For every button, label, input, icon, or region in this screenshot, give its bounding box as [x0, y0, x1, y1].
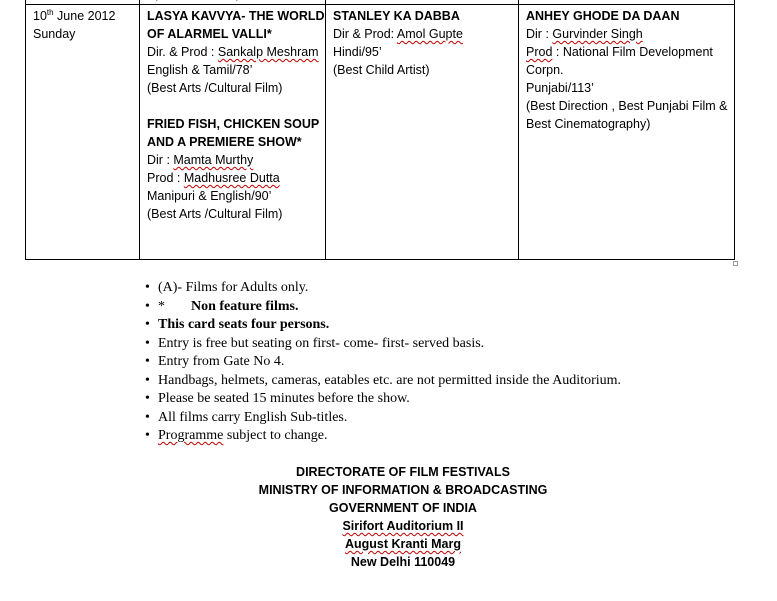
bullet-icon: •	[145, 280, 150, 295]
credit-name: Mamta Murthy	[173, 153, 254, 167]
note-text: Programme	[158, 428, 224, 443]
film-producer	[147, 169, 331, 187]
note-item	[145, 427, 621, 446]
bullet-icon: •	[145, 317, 150, 332]
screening-date	[33, 7, 138, 25]
film-cell-3	[333, 7, 517, 79]
bullet-icon: •	[145, 409, 150, 425]
credit-name: : National Film Development Corpn.	[526, 45, 713, 77]
credit-name: Madhusree Dutta	[183, 171, 280, 185]
note-text: Entry is free but seating on first- come- first- served basis.	[158, 335, 485, 351]
bullet-icon: •	[145, 335, 150, 351]
note-text: Handbags, helmets, cameras, eatables etc. are not permitted inside the Auditorium.	[158, 372, 622, 388]
date-day: 10	[33, 9, 47, 23]
bullet-icon: •	[145, 372, 150, 388]
bullet-icon: •	[145, 354, 150, 369]
date-suffix: th	[46, 7, 54, 17]
screening-weekday: Sunday	[33, 27, 76, 41]
venue-name: Sirifort Auditorium II	[342, 519, 464, 533]
previous-row-tail	[147, 0, 240, 1]
film-director	[147, 151, 331, 169]
credit-label: Dir :	[526, 27, 553, 41]
bullet-icon: •	[145, 391, 150, 406]
film-title: LASYA KAVVYA- THE WORLD OF ALARMEL VALLI*	[147, 9, 325, 41]
film-award: (Best Child Artist)	[333, 63, 430, 77]
film-cell-4	[526, 7, 734, 133]
note-text: Please be seated 15 minutes before the show.	[158, 391, 410, 406]
date-cell	[33, 7, 138, 43]
footer-line	[170, 535, 636, 553]
note-item	[145, 335, 621, 354]
film-language-duration: Manipuri & English/90’	[147, 189, 272, 203]
credit-name: Gurvinder Singh	[552, 27, 643, 41]
credit-label: Dir. & Prod :	[147, 45, 218, 59]
film-director	[526, 25, 734, 43]
note-item	[145, 372, 621, 391]
film-language-duration: English & Tamil/78’	[147, 63, 253, 77]
footer-line: New Delhi 110049	[350, 555, 456, 569]
spacer	[147, 97, 331, 115]
film-title: ANHEY GHODE DA DAAN	[526, 9, 680, 23]
row-divider	[26, 4, 734, 5]
credit-name: Amol Gupte	[396, 27, 463, 41]
footer-line: GOVERNMENT OF INDIA	[329, 501, 477, 515]
film-title: STANLEY KA DABBA	[333, 9, 460, 23]
credit-label: Prod :	[147, 171, 184, 185]
film-credit	[333, 25, 517, 43]
film-cell-2	[147, 7, 331, 223]
film-award: (Best Arts /Cultural Film)	[147, 207, 283, 221]
film-award: (Best Direction , Best Punjabi Film & Best Cinematography)	[526, 99, 728, 131]
film-producer	[526, 43, 734, 79]
bullet-icon: •	[145, 298, 150, 314]
credit-label: Dir :	[147, 153, 174, 167]
date-month-year: June 2012	[53, 9, 116, 23]
film-award: (Best Arts /Cultural Film)	[147, 81, 283, 95]
street-name: August Kranti Marg	[345, 537, 461, 551]
note-item	[145, 316, 621, 335]
footer-line: DIRECTORATE OF FILM FESTIVALS	[296, 465, 510, 479]
film-language-duration: Punjabi/113’	[526, 81, 594, 95]
column-divider	[518, 0, 519, 259]
note-text: (A)- Films for Adults only.	[158, 280, 309, 295]
note-text: Non feature films.	[191, 298, 299, 314]
organizer-address	[170, 463, 636, 571]
bullet-icon: •	[145, 428, 150, 443]
note-item	[145, 409, 621, 428]
schedule-table	[25, 0, 735, 260]
film-language-duration: Hindi/95’	[333, 45, 382, 59]
film-credit	[147, 43, 331, 61]
note-text: This card seats four persons.	[158, 317, 330, 332]
table-resize-handle[interactable]	[733, 261, 738, 266]
note-item	[145, 279, 621, 298]
credit-label: Prod	[526, 45, 553, 59]
notes-list	[145, 279, 621, 446]
note-text: Entry from Gate No 4.	[158, 354, 285, 369]
note-item	[145, 353, 621, 372]
footer-line: MINISTRY OF INFORMATION & BROADCASTING	[258, 483, 548, 497]
credit-label: Dir & Prod:	[333, 27, 397, 41]
credit-name: Sankalp Meshram	[217, 45, 319, 59]
asterisk-marker: *	[158, 298, 165, 314]
note-text: All films carry English Sub-titles.	[158, 409, 348, 425]
note-text: subject to change.	[223, 428, 328, 443]
film-title: FRIED FISH, CHICKEN SOUP AND A PREMIERE SHOW*	[147, 117, 320, 149]
note-item	[145, 390, 621, 409]
column-divider	[139, 0, 140, 259]
note-item	[145, 298, 621, 317]
footer-line	[170, 517, 636, 535]
